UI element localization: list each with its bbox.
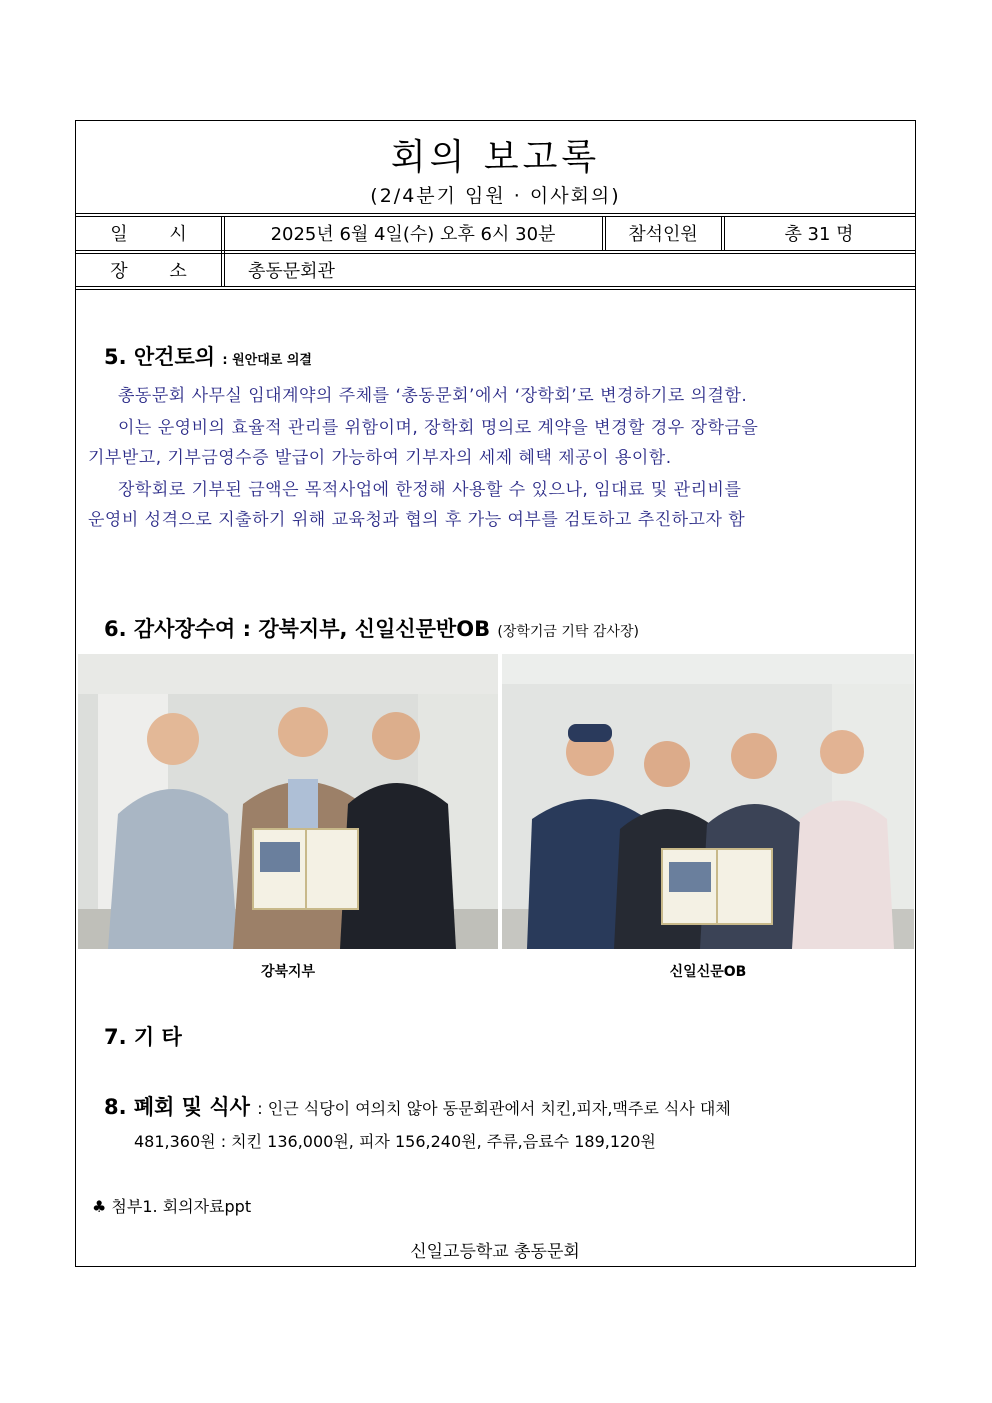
section-8-note: : 인근 식당이 여의치 않아 동문회관에서 치킨,피자,맥주로 식사 대체 xyxy=(257,1099,731,1118)
section-5-body xyxy=(88,381,908,535)
section-6-title: 6. 감사장수여 : 강북지부, 신일신문반OB xyxy=(104,617,491,641)
section-5-title: 5. 안건토의 xyxy=(104,345,216,369)
photo-caption-shinil-ob: 신일신문OB xyxy=(669,964,747,980)
place-value: 총동문회관 xyxy=(248,260,335,282)
section-8-detail: 481,360원 : 치킨 136,000원, 피자 156,240원, 주류,음료수 189,120원 xyxy=(134,1132,656,1151)
section-7-title: 7. 기 타 xyxy=(104,1025,182,1049)
report-frame xyxy=(75,120,916,1267)
date-value: 2025년 6월 4일(수) 오후 6시 30분 xyxy=(270,224,556,245)
section-6-heading xyxy=(104,613,639,643)
body-line: 장학회로 기부된 금액은 목적사업에 한정해 사용할 수 있으나, 임대료 및 관리비를 xyxy=(118,480,742,500)
body-line: 운영비 성격으로 지출하기 위해 교육청과 협의 후 가능 여부를 검토하고 추진하고자 함 xyxy=(88,510,746,530)
page-title: 회의 보고록 xyxy=(390,137,601,178)
section-8-heading xyxy=(104,1091,731,1121)
table-bottom-border xyxy=(76,286,915,290)
section-5-note: : 원안대로 의결 xyxy=(222,353,312,368)
photo-gangbuk xyxy=(78,654,498,949)
footer-organization: 신일고등학교 총동문회 xyxy=(410,1242,580,1262)
page-subtitle: (2/4분기 임원 · 이사회의) xyxy=(370,185,621,207)
photo-caption-gangbuk: 강북지부 xyxy=(260,964,316,980)
place-label: 장 소 xyxy=(110,260,205,282)
date-label: 일 시 xyxy=(110,224,205,245)
attachment-note: ♣ 첨부1. 회의자료ppt xyxy=(92,1197,252,1216)
body-line: 총동문회 사무실 임대계약의 주체를 ‘총동문회’에서 ‘장학회’로 변경하기로 의결함. xyxy=(118,386,748,406)
attendees-value: 총 31 명 xyxy=(784,224,854,245)
section-8-title: 8. 폐회 및 식사 xyxy=(104,1095,250,1119)
body-line: 이는 운영비의 효율적 관리를 위함이며, 장학회 명의로 계약을 변경할 경우 장학금을 xyxy=(118,418,759,438)
section-5-heading xyxy=(104,341,312,371)
body-line: 기부받고, 기부금영수증 발급이 가능하여 기부자의 세제 혜택 제공이 용이함. xyxy=(88,448,672,468)
photo-shinil-ob xyxy=(502,654,914,949)
attendees-label: 참석인원 xyxy=(628,224,698,245)
section-6-note: (장학기금 기탁 감사장) xyxy=(497,624,639,640)
